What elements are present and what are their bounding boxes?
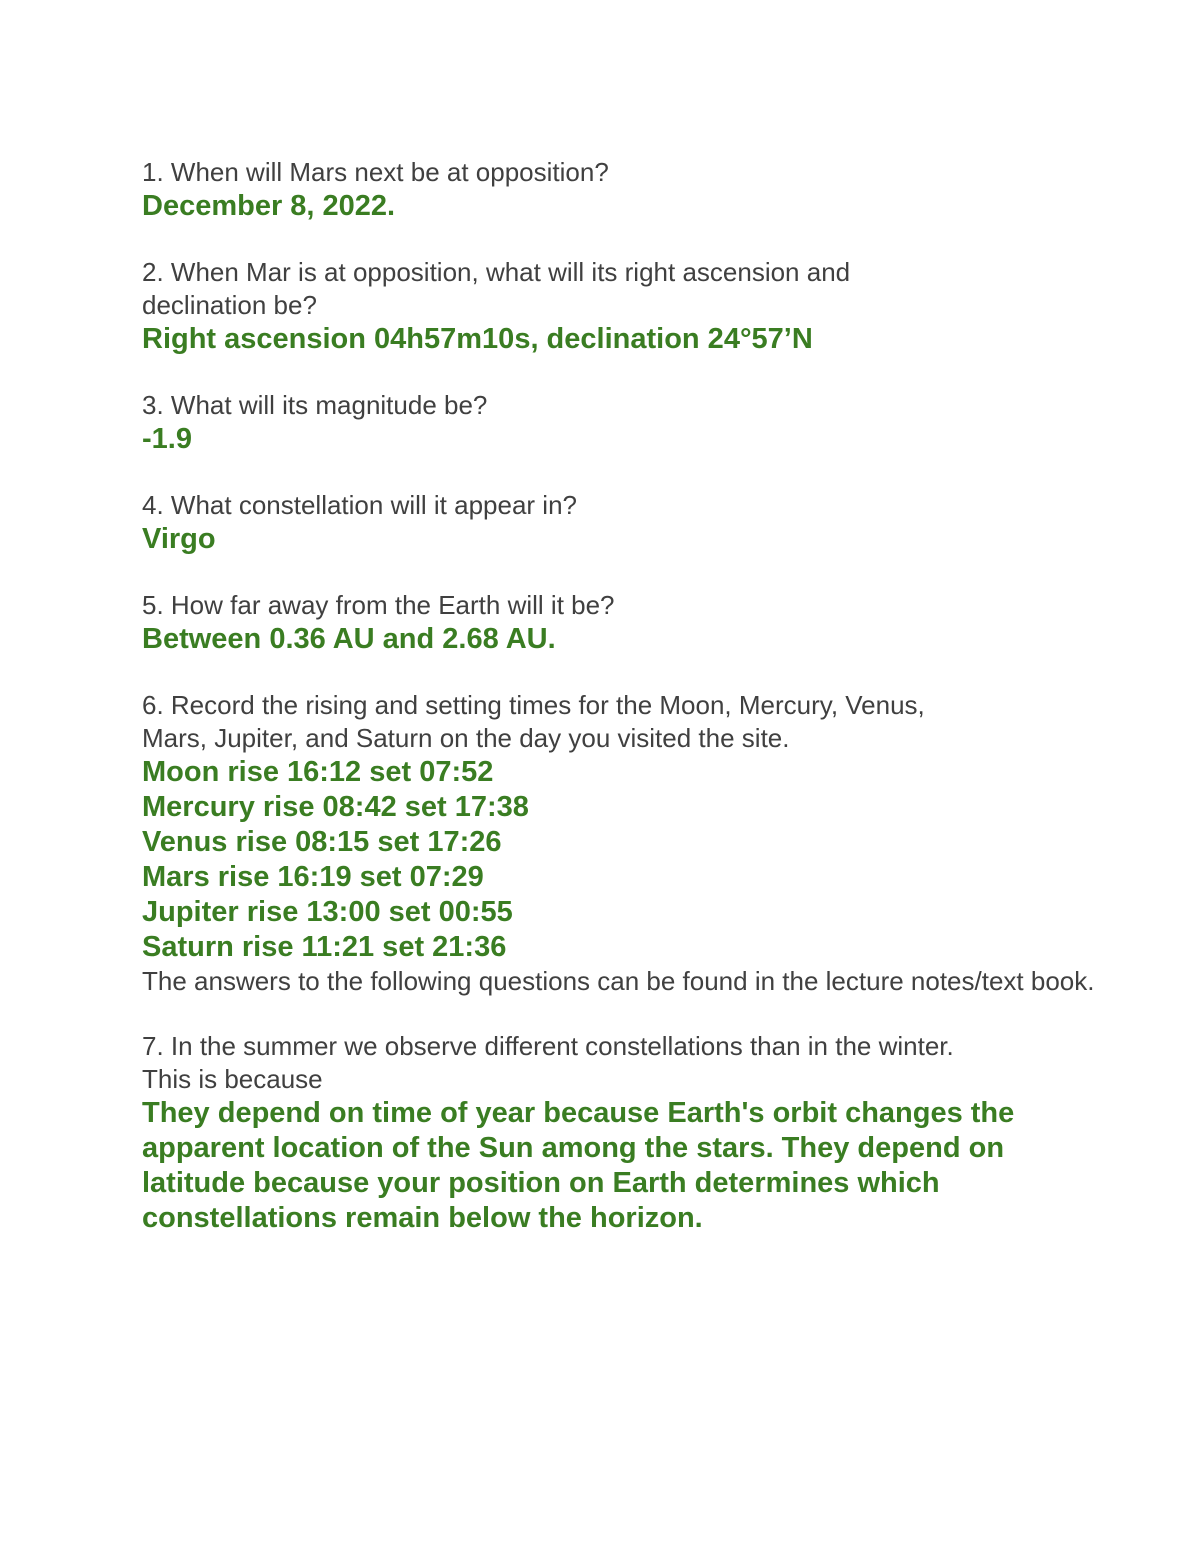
spacer [142, 998, 1102, 1030]
spacer [142, 457, 1102, 489]
question-1: 1. When will Mars next be at opposition? [142, 157, 609, 187]
answer-6-venus: Venus rise 08:15 set 17:26 [142, 826, 502, 858]
answer-3: -1.9 [142, 423, 192, 455]
question-4: 4. What constellation will it appear in? [142, 490, 578, 520]
answer-6-moon: Moon rise 16:12 set 07:52 [142, 756, 494, 788]
spacer [142, 557, 1102, 589]
answer-6-mercury: Mercury rise 08:42 set 17:38 [142, 791, 529, 823]
spacer [142, 657, 1102, 689]
answer-4: Virgo [142, 523, 216, 555]
spacer [142, 224, 1102, 256]
question-2: 2. When Mar is at opposition, what will its right ascension and declination be? [142, 257, 851, 320]
document-page [142, 156, 1102, 1236]
question-3: 3. What will its magnitude be? [142, 390, 488, 420]
answer-6-jupiter: Jupiter rise 13:00 set 00:55 [142, 896, 513, 928]
instructions-note: The answers to the following questions can be found in the lecture notes/text book. [142, 966, 1095, 996]
answer-5: Between 0.36 AU and 2.68 AU. [142, 623, 556, 655]
spacer [142, 357, 1102, 389]
question-5: 5. How far away from the Earth will it be? [142, 590, 615, 620]
question-7: 7. In the summer we observe different constellations than in the winter. This is because [142, 1031, 954, 1094]
answer-6-mars: Mars rise 16:19 set 07:29 [142, 861, 484, 893]
answer-2: Right ascension 04h57m10s, declination 24°57’N [142, 323, 813, 355]
question-6: 6. Record the rising and setting times for the Moon, Mercury, Venus, Mars, Jupiter, and Saturn on the day you visited the site. [142, 690, 925, 753]
answer-7: They depend on time of year because Earth's orbit changes the apparent location of the Sun among the stars. They depend on latitude because your position on Earth determines which constellations remain below the horizon. [142, 1097, 1015, 1234]
answer-1: December 8, 2022. [142, 190, 396, 222]
answer-6-saturn: Saturn rise 11:21 set 21:36 [142, 931, 507, 963]
